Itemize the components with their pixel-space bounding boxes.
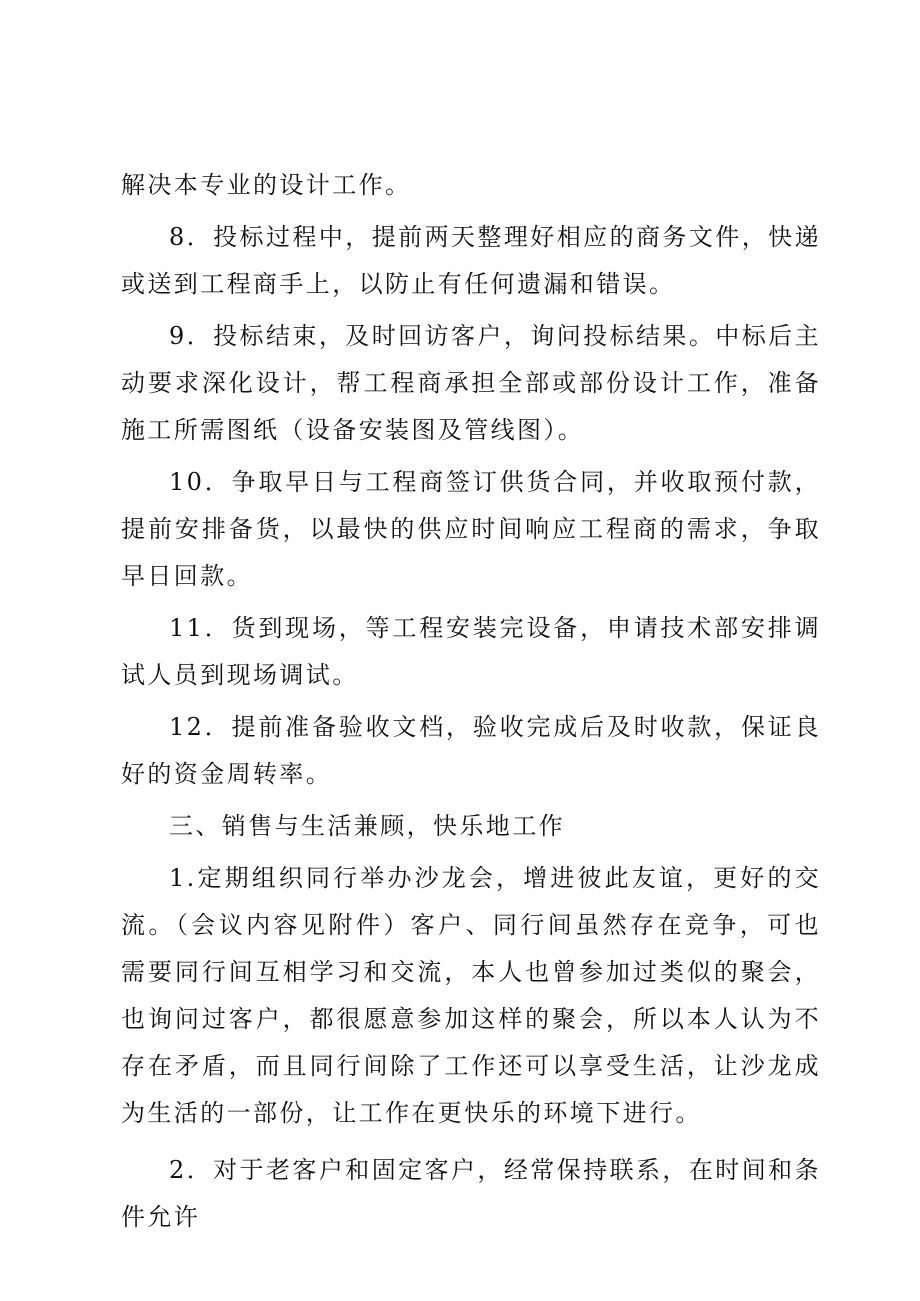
section-heading-three: 三、销售与生活兼顾，快乐地工作 xyxy=(169,812,565,840)
document-body xyxy=(121,162,821,1241)
paragraph-section3-item-1: 1.定期组织同行举办沙龙会，增进彼此友谊，更好的交流。（会议内容见附件）客户、同行间虽然存在竞争，可也需要同行间互相学习和交流，本人也曾参加过类似的聚会，也询问过客户，都很愿意参加这样的聚会，所以本人认为不存在矛盾，而且同行间除了工作还可以享受生活，让沙龙成为生活的一部份，让工作在更快乐的环境下进行。 xyxy=(121,864,821,1127)
paragraph-item-12: 12．提前准备验收文档，验收完成后及时收款，保证良好的资金周转率。 xyxy=(121,713,821,788)
paragraph-item-10: 10．争取早日与工程商签订供货合同，并收取预付款，提前安排备货，以最快的供应时间响应工程商的需求，争取早日回款。 xyxy=(121,468,821,590)
paragraph-section3-item-2: 2．对于老客户和固定客户，经常保持联系，在时间和条件允许 xyxy=(121,1156,821,1231)
paragraph-item-11: 11．货到现场，等工程安装完设备，申请技术部安排调试人员到现场调试。 xyxy=(121,614,821,689)
paragraph-item-9: 9．投标结束，及时回访客户，询问投标结果。中标后主动要求深化设计，帮工程商承担全部或部份设计工作，准备施工所需图纸（设备安装图及管线图）。 xyxy=(121,322,821,444)
paragraph-item-8: 8．投标过程中，提前两天整理好相应的商务文件，快递或送到工程商手上，以防止有任何遗漏和错误。 xyxy=(121,223,821,298)
paragraph-continuation: 解决本专业的设计工作。 xyxy=(121,171,412,199)
